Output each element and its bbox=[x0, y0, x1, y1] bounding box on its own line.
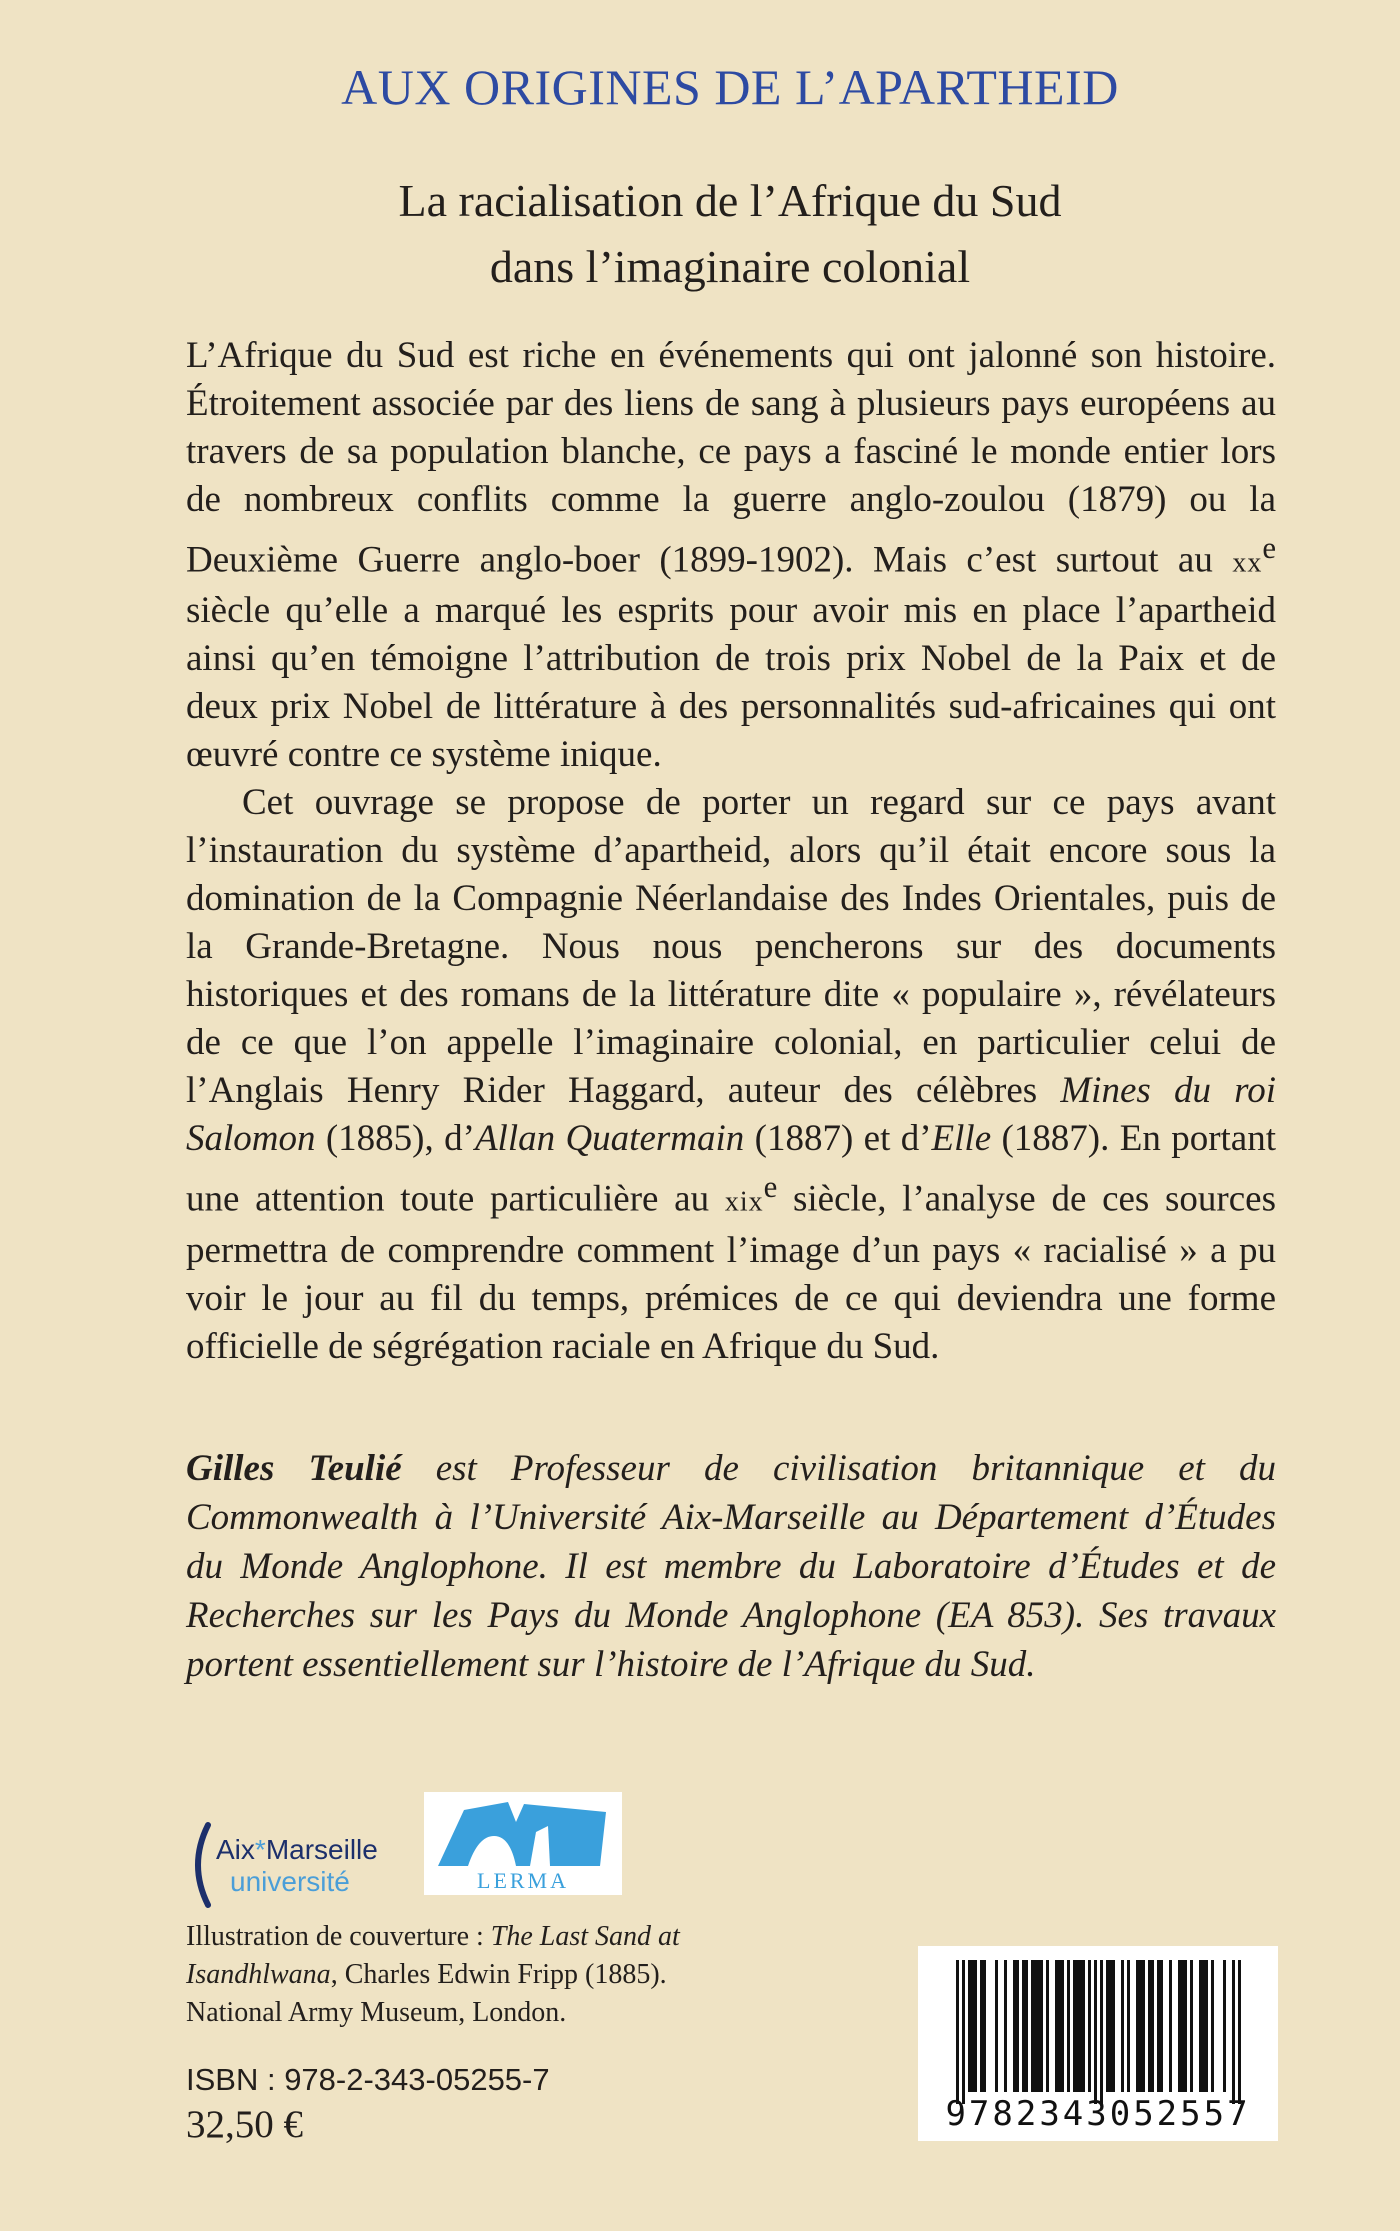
barcode-bar bbox=[1211, 1960, 1214, 2092]
author-bio: Gilles Teulié est Professeur de civilisation britannique et du Commonwealth à l’Université Aix-Marseille au Département d’Études du Monde Anglophone. Il est membre du Laboratoire d’Études et de Recherches sur les Pays du Monde Anglophone (EA 853). Ses travaux portent essentiellement sur l’histoire de l’Afrique du Sud. bbox=[186, 1448, 1276, 1685]
barcode-bar bbox=[1136, 1960, 1139, 2092]
barcode-bar bbox=[1079, 1960, 1082, 2092]
barcode-bar bbox=[1046, 1960, 1049, 2092]
price: 32,50 € bbox=[186, 2103, 303, 2146]
barcode-bar bbox=[1181, 1960, 1184, 2092]
book-title-allan: Allan Quatermain bbox=[474, 1118, 745, 1160]
barcode-bar bbox=[971, 1960, 974, 2092]
subtitle-line-1: La racialisation de l’Afrique du Sud bbox=[398, 175, 1062, 226]
barcode-bar bbox=[1076, 1960, 1079, 2092]
barcode-bar bbox=[980, 1960, 983, 2092]
barcode-bar bbox=[1082, 1960, 1085, 2092]
subtitle-line-2: dans l’imaginaire colonial bbox=[489, 241, 971, 292]
barcode-bar bbox=[1205, 1960, 1208, 2092]
book-title: AUX ORIGINES DE L’APARTHEID bbox=[341, 59, 1119, 115]
barcode-bar bbox=[1058, 1960, 1061, 2092]
barcode-bar bbox=[1040, 1960, 1043, 2092]
author-name: Gilles Teulié bbox=[186, 1448, 402, 1489]
book-title-mines: Mines du roi Salomon bbox=[186, 1070, 1276, 1160]
barcode-bar bbox=[1025, 1960, 1028, 2092]
barcode-bar bbox=[1202, 1960, 1205, 2092]
barcode-bar bbox=[1151, 1960, 1154, 2092]
barcode-bar bbox=[1073, 1960, 1076, 2092]
barcode-bar bbox=[1127, 1960, 1130, 2092]
barcode-bar bbox=[1109, 1960, 1112, 2092]
barcode-bar bbox=[1160, 1960, 1163, 2092]
barcode-bar bbox=[956, 1960, 959, 2104]
lerma-logo bbox=[424, 1792, 622, 1895]
barcode-bar bbox=[1088, 1960, 1091, 2092]
blurb bbox=[186, 332, 1276, 1371]
barcode bbox=[918, 1946, 1278, 2141]
svg-text:Aix*Marseille: Aix*Marseille bbox=[216, 1834, 378, 1865]
barcode-bar bbox=[1034, 1960, 1037, 2092]
barcode-bar bbox=[1061, 1960, 1064, 2092]
blurb-paragraph-2: Cet ouvrage se propose de porter un regard sur ce pays avant l’instauration du système d’apartheid, alors qu’il était encore sous la domination de la Compagnie Néerlandaise des Indes Orientales, puis de la Grande-Bretagne. Nous nous pencherons sur des documents historiques et des romans de la littérature dite « populaire », révélateurs de ce que l’on appelle l’imaginaire colonial, en particulier celui de l’Anglais Henry Rider Haggard, auteur des célèbres Mines du roi Salomon (1885), d’Allan Quatermain (1887) et d’Elle (1887). En portant une attention toute particulière au xix$^e$ siècle, l’analyse de ces sources permettra de comprendre comment l’image d’un pays « racialisé » a pu voir le jour au fil du temps, prémices de ce qui deviendra une forme officielle de ségrégation raciale en Afrique du Sud. bbox=[186, 782, 1276, 1367]
svg-text:LERMA: LERMA bbox=[477, 1868, 569, 1893]
barcode-bar bbox=[1157, 1960, 1160, 2092]
barcode-bar bbox=[1190, 1960, 1193, 2092]
barcode-digits: 9782343052557 bbox=[945, 2094, 1251, 2134]
barcode-bar bbox=[1055, 1960, 1058, 2092]
barcode-bar bbox=[1106, 1960, 1109, 2092]
barcode-bar bbox=[1067, 1960, 1070, 2092]
barcode-bar bbox=[1094, 1960, 1097, 2104]
blurb-paragraph-1: L’Afrique du Sud est riche en événements qui ont jalonné son histoire. Étroitement associée par des liens de sang à plusieurs pays européens au travers de sa population blanche, ce pays a fasciné le monde entier lors de nombreux conflits comme la guerre anglo-zoulou (1879) ou la Deuxième Guerre anglo-boer (1899-1902). Mais c’est surtout au $xx^e$ siècle qu’elle a marqué les esprits pour avoir mis en place l’apartheid ainsi qu’en témoigne l’attribution de trois prix Nobel de la Paix et de deux prix Nobel de littérature à des personnalités sud-africaines qui ont œuvré contre ce système inique. bbox=[186, 335, 1276, 776]
isbn: ISBN : 978-2-343-05255-7 bbox=[186, 2062, 550, 2097]
barcode-bar bbox=[1142, 1960, 1145, 2092]
barcode-bar bbox=[1016, 1960, 1019, 2092]
barcode-bar bbox=[1223, 1960, 1226, 2092]
barcode-bar bbox=[1121, 1960, 1124, 2092]
barcode-bar bbox=[1112, 1960, 1115, 2092]
barcode-bar bbox=[1232, 1960, 1235, 2104]
book-title-elle: Elle bbox=[931, 1118, 992, 1160]
barcode-bar bbox=[995, 1960, 998, 2092]
barcode-bar bbox=[1022, 1960, 1025, 2092]
barcode-bar bbox=[1178, 1960, 1181, 2092]
barcode-bar bbox=[1148, 1960, 1151, 2092]
barcode-bar bbox=[968, 1960, 971, 2092]
barcode-bar bbox=[1139, 1960, 1142, 2092]
svg-text:université: université bbox=[230, 1866, 350, 1897]
aix-marseille-universite-logo bbox=[186, 1815, 386, 1915]
barcode-bar bbox=[1169, 1960, 1172, 2092]
barcode-bar bbox=[1031, 1960, 1034, 2092]
barcode-bar bbox=[1037, 1960, 1040, 2092]
barcode-bar bbox=[1199, 1960, 1202, 2092]
barcode-bar bbox=[974, 1960, 977, 2092]
barcode-bar bbox=[962, 1960, 965, 2104]
barcode-bar bbox=[983, 1960, 986, 2092]
barcode-bar bbox=[1004, 1960, 1007, 2092]
barcode-bar bbox=[1184, 1960, 1187, 2092]
barcode-bar bbox=[1100, 1960, 1103, 2104]
cover-illustration-credit: Illustration de couverture : The Last Sand at Isandhlwana, Charles Edwin Fripp (1885). National Army Museum, London. bbox=[186, 1921, 680, 2028]
barcode-bar bbox=[1013, 1960, 1016, 2092]
book-subtitle bbox=[0, 168, 1400, 300]
barcode-bar bbox=[1238, 1960, 1241, 2104]
